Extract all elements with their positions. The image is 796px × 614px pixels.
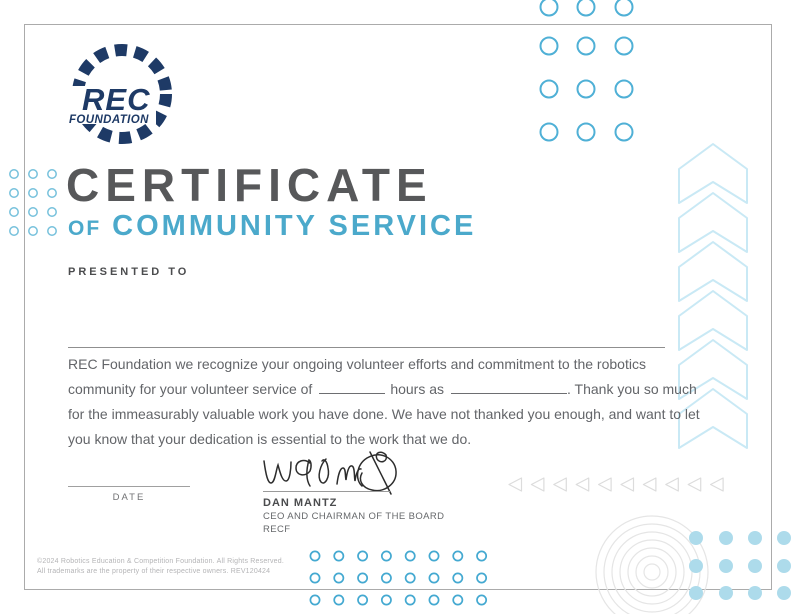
body-segment-2: hours as bbox=[390, 381, 445, 397]
subtitle-of: OF bbox=[68, 217, 102, 240]
certificate-subtitle bbox=[68, 210, 476, 243]
body-paragraph bbox=[68, 352, 708, 452]
recipient-name-line bbox=[68, 347, 665, 348]
hours-blank-line bbox=[319, 381, 385, 394]
date-line bbox=[68, 486, 190, 487]
logo-text-rec: REC bbox=[82, 82, 151, 117]
body-segment-3: . Thank you so much for the immeasurably valuable work you have done. We have not thanked you enough, and want to let you know that your dedication is essential to the work that we do. bbox=[68, 381, 700, 447]
logo-text-foundation: FOUNDATION bbox=[69, 114, 149, 126]
certificate-title: CERTIFICATE bbox=[66, 159, 433, 211]
signatory-block bbox=[263, 497, 444, 536]
signatory-name: DAN MANTZ bbox=[263, 497, 338, 509]
signature-line bbox=[263, 491, 390, 492]
body-segment-1: REC Foundation we recognize your ongoing volunteer efforts and commitment to the robotics community for your volunteer service of bbox=[68, 356, 646, 397]
copyright-line-2: All trademarks are the property of their respective owners. REV120424 bbox=[37, 567, 271, 575]
copyright-line-1: ©2024 Robotics Education & Competition Foundation. All Rights Reserved. bbox=[37, 558, 284, 565]
presented-to-label: PRESENTED TO bbox=[68, 266, 190, 278]
date-label: DATE bbox=[112, 492, 146, 503]
signatory-title: CEO AND CHAIRMAN OF THE BOARD bbox=[263, 511, 445, 522]
role-blank-line bbox=[451, 381, 567, 394]
rec-foundation-logo bbox=[58, 40, 176, 148]
subtitle-community-service: COMMUNITY SERVICE bbox=[112, 210, 477, 242]
signatory-org: RECF bbox=[263, 524, 291, 535]
copyright-text bbox=[37, 557, 284, 576]
